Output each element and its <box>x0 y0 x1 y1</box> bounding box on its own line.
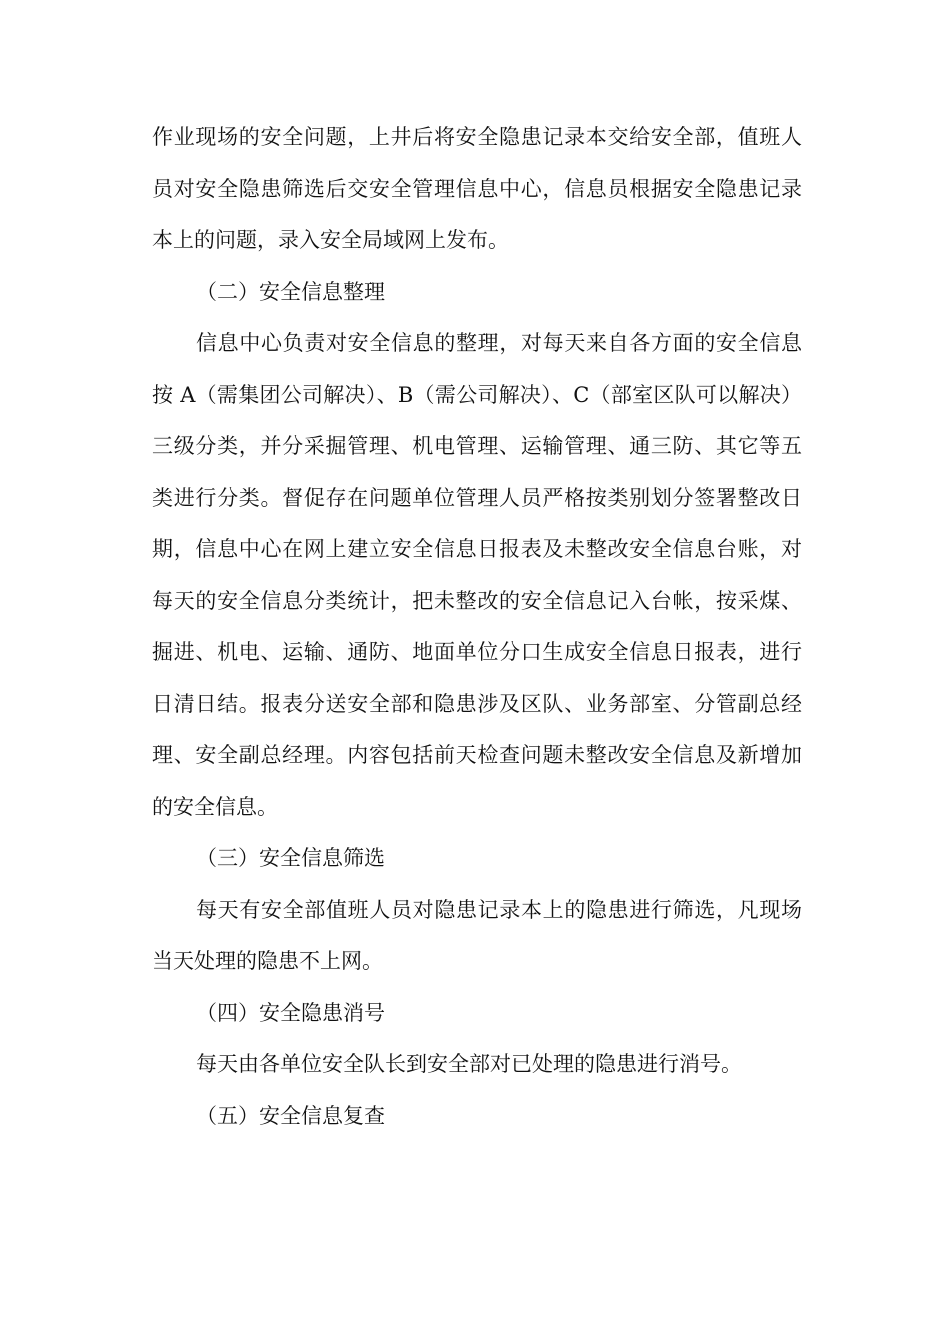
section-heading-3: （三）安全信息筛选 <box>196 846 385 870</box>
section-heading-2: （二）安全信息整理 <box>196 279 385 304</box>
paragraph-info-screening: 每天有安全部值班人员对隐患记录本上的隐患进行筛选，凡现场当天处理的隐患不上网。 <box>152 897 802 973</box>
paragraph-info-organizing: 信息中心负责对安全信息的整理，对每天来自各方面的安全信息按 A（需集团公司解决）、B（需公司解决）、C（部室区队可以解决）三级分类，并分采掘管理、机电管理、运输管理、通三防、其它等五类进行分类。督促存在问题单位管理人员严格按类别划分签署整改日期，信息中心在网上建立安全信息日报表及未整改安全信息台账，对每天的安全信息分类统计，把未整改的安全信息记入台帐，按采煤、掘进、机电、运输、通防、地面单位分口生成安全信息日报表，进行日清日结。报表分送安全部和隐患涉及区队、业务部室、分管副总经理、安全副总经理。内容包括前天检查问题未整改安全信息及新增加的安全信息。 <box>152 331 802 819</box>
section-heading-5: （五）安全信息复查 <box>196 1103 385 1128</box>
document-body <box>152 112 802 1142</box>
paragraph-continuation: 作业现场的安全问题，上井后将安全隐患记录本交给安全部，值班人员对安全隐患筛选后交安全管理信息中心，信息员根据安全隐患记录本上的问题，录入安全局域网上发布。 <box>152 125 802 252</box>
paragraph-hazard-closing: 每天由各单位安全队长到安全部对已处理的隐患进行消号。 <box>196 1052 742 1076</box>
section-heading-4: （四）安全隐患消号 <box>196 1000 385 1025</box>
